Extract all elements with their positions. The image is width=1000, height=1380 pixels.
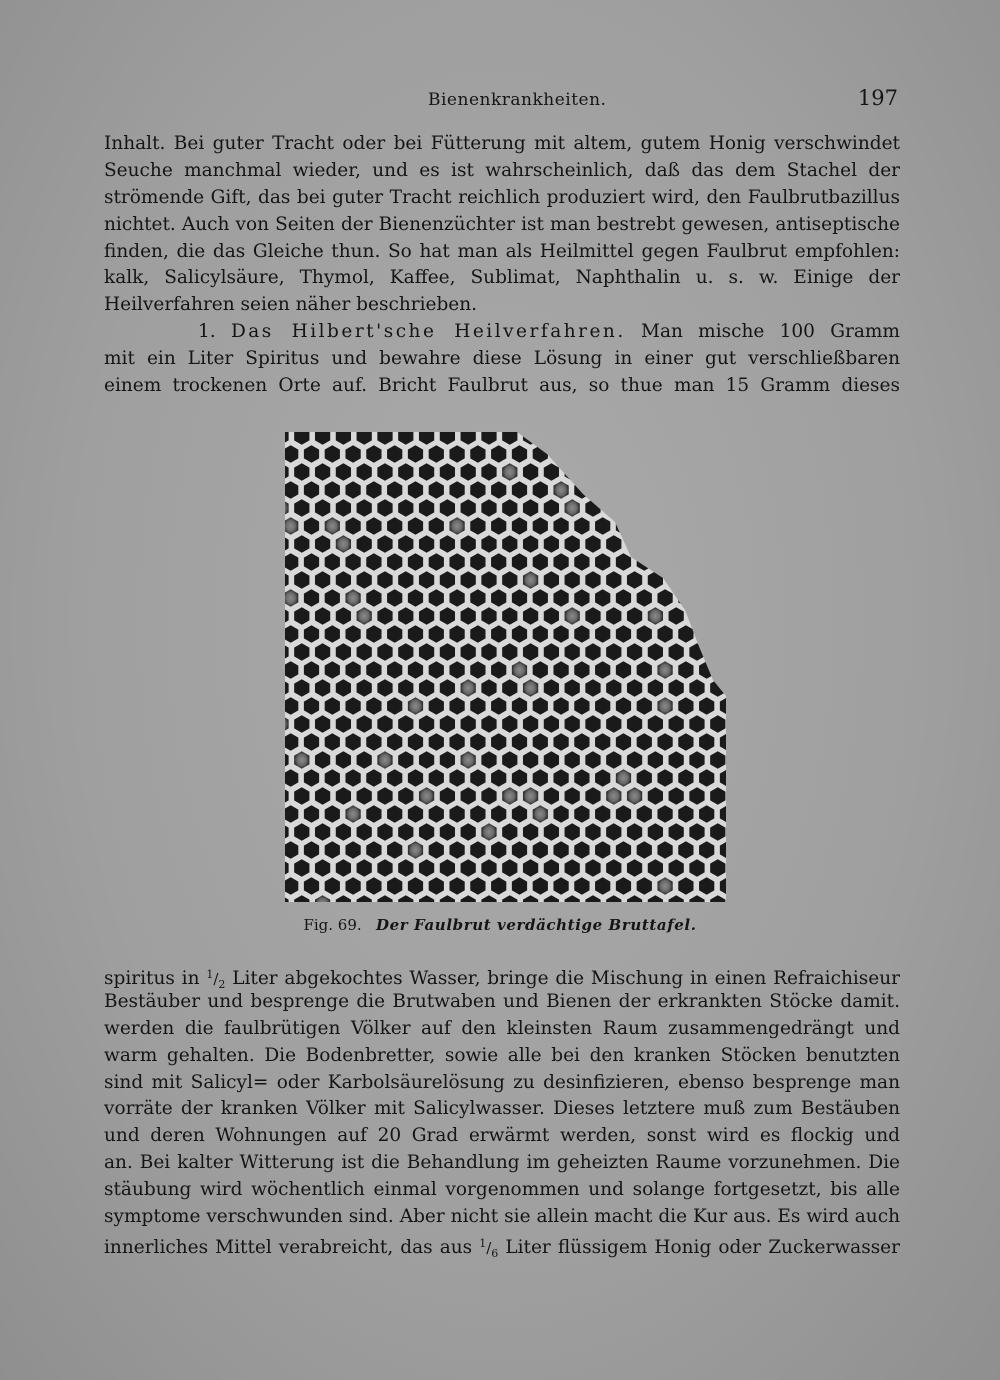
text-line: stäubung wird wöchentlich einmal vorgenommen und solange fortgesetzt, bis alle	[104, 1179, 900, 1201]
comb-cell	[720, 661, 726, 679]
comb-cell	[699, 553, 714, 571]
comb-cell	[606, 499, 621, 517]
comb-cell	[637, 517, 652, 535]
text-line: Seuche manchmal wieder, und es ist wahrscheinlich, daß das dem Stachel der	[104, 159, 900, 181]
comb-cell	[678, 481, 693, 499]
comb-cell	[720, 445, 726, 463]
comb-cell	[678, 445, 693, 463]
comb-cell	[699, 445, 714, 463]
comb-cell	[627, 432, 642, 445]
text-line: und deren Wohnungen auf 20 Grad erwärmt werden, sonst wird es flockig und	[104, 1125, 900, 1147]
figure-title: Der Faulbrut verdächtige Bruttafel.	[375, 916, 697, 934]
comb-cell	[720, 589, 726, 607]
comb-cell	[710, 571, 725, 589]
comb-cell	[689, 607, 704, 625]
comb-cell	[689, 571, 704, 589]
text-line: warm gehalten. Die Bodenbretter, sowie alle bei den kranken Stöcken benutzten	[104, 1044, 900, 1066]
comb-cell	[710, 499, 725, 517]
comb-cell	[699, 481, 714, 499]
comb-cell	[627, 463, 642, 481]
text-segment: spiritus in	[104, 968, 200, 989]
comb-cell	[595, 481, 610, 499]
diseased-cell	[669, 535, 684, 553]
comb-cell	[627, 499, 642, 517]
text-segment: innerliches Mittel verabreicht, das aus	[104, 1236, 473, 1258]
comb-cell	[585, 463, 600, 481]
comb-cell	[574, 445, 589, 463]
section-first-line-rest: Man mische 100 Gramm	[641, 321, 900, 343]
text-line-with-fraction	[104, 962, 900, 989]
comb-cell	[553, 445, 568, 463]
comb-cell	[627, 535, 642, 553]
text-line: kalk, Salicylsäure, Thymol, Kaffee, Sublimat, Naphthalin u. s. w. Einige der	[104, 267, 900, 289]
comb-cell	[669, 432, 684, 445]
comb-cell	[710, 643, 725, 661]
text-line: nichtet. Auch von Seiten der Bienenzüchter ist man bestrebt gewesen, antiseptische	[104, 213, 900, 235]
comb-cell	[699, 625, 714, 643]
text-segment: Liter abgekochtes Wasser, bringe die Mischung in einen Refraichiseur	[232, 968, 900, 989]
comb-cell	[710, 607, 725, 625]
text-line: mit ein Liter Spiritus und bewahre diese Lösung in einer gut verschließbaren	[104, 348, 900, 370]
fraction: $^1/_6$	[479, 1239, 498, 1257]
section-heading: Das Hilbert'sche Heilverfahren.	[230, 321, 626, 343]
comb-cell	[720, 481, 726, 499]
text-line: symptome verschwunden sind. Aber nicht sie allein macht die Kur aus. Es wird auch	[104, 1206, 900, 1228]
text-line: vorräte der kranken Völker mit Salicylwasser. Dieses letztere muß zum Bestäuben	[104, 1098, 900, 1120]
diseased-cell	[657, 517, 672, 535]
comb-cell	[689, 463, 704, 481]
comb-cell	[606, 463, 621, 481]
comb-cell	[648, 499, 663, 517]
text-line: Heilverfahren seien näher beschrieben.	[104, 294, 478, 316]
comb-cell	[669, 463, 684, 481]
comb-cell	[616, 481, 631, 499]
comb-cell	[678, 517, 693, 535]
fraction-numerator: 1	[206, 968, 214, 981]
honeycomb-photo	[285, 432, 726, 902]
comb-cell	[657, 553, 672, 571]
honeycomb-figure	[285, 432, 726, 902]
text-line: finden, die das Gleiche thun. So hat man als Heilmittel gegen Faulbrut empfohlen:	[104, 240, 900, 262]
figure-caption	[0, 916, 1000, 934]
text-segment: Liter flüssigem Honig oder Zuckerwasser	[505, 1236, 900, 1258]
comb-cell	[669, 571, 684, 589]
comb-cell	[606, 432, 621, 445]
figure-label: Fig. 69.	[303, 916, 362, 934]
text-line-with-fraction	[104, 1231, 900, 1258]
text-line: werden die faulbrütigen Völker auf den kleinsten Raum zusammengedrängt und	[104, 1017, 900, 1039]
comb-cell	[689, 432, 704, 445]
comb-cell	[720, 553, 726, 571]
comb-cell	[710, 463, 725, 481]
fraction-denominator: 6	[491, 1246, 499, 1258]
text-line: an. Bei kalter Witterung ist die Behandlung im geheizten Raume vorzunehmen. Die	[104, 1152, 900, 1174]
comb-cell	[637, 445, 652, 463]
running-title: Bienenkrankheiten.	[428, 90, 607, 110]
comb-cell	[710, 535, 725, 553]
text-line: einem trockenen Orte auf. Bricht Faulbrut aus, so thue man 15 Gramm dieses	[104, 375, 900, 397]
text-line: strömende Gift, das bei guter Tracht reichlich produziert wird, den Faulbrutbazillus	[104, 186, 900, 208]
comb-cell	[689, 535, 704, 553]
comb-cell	[648, 463, 663, 481]
text-block-bottom	[104, 962, 900, 1258]
fraction-denominator: 2	[218, 978, 226, 989]
comb-cell	[699, 517, 714, 535]
comb-cell	[585, 432, 600, 445]
section-heading-line	[104, 319, 900, 346]
section-number: 1.	[198, 321, 216, 343]
diseased-cell	[710, 432, 725, 445]
text-line: sind mit Salicyl= oder Karbolsäurelösung zu desinfizieren, ebenso besprenge man	[104, 1071, 900, 1093]
comb-cell	[616, 445, 631, 463]
comb-cell	[565, 432, 580, 445]
running-head	[100, 86, 900, 116]
comb-cell	[720, 625, 726, 643]
text-line: Bestäuber und besprenge die Brutwaben und Bienen der erkrankten Stöcke damit.	[104, 990, 900, 1012]
fraction: $^1/_2$	[206, 970, 225, 988]
comb-cell	[669, 499, 684, 517]
comb-cell	[648, 432, 663, 445]
text-line: Inhalt. Bei guter Tracht oder bei Fütterung mit altem, gutem Honig verschwindet	[104, 133, 900, 154]
comb-cell	[544, 432, 559, 445]
comb-cell	[678, 553, 693, 571]
page-number: 197	[857, 86, 898, 110]
comb-cell	[595, 445, 610, 463]
comb-cell	[689, 499, 704, 517]
text-block-top	[104, 131, 900, 400]
comb-cell	[648, 535, 663, 553]
fraction-numerator: 1	[479, 1236, 487, 1250]
comb-cell	[657, 481, 672, 499]
comb-cell	[720, 517, 726, 535]
comb-cell	[657, 445, 672, 463]
comb-cell	[637, 481, 652, 499]
comb-cell	[699, 589, 714, 607]
